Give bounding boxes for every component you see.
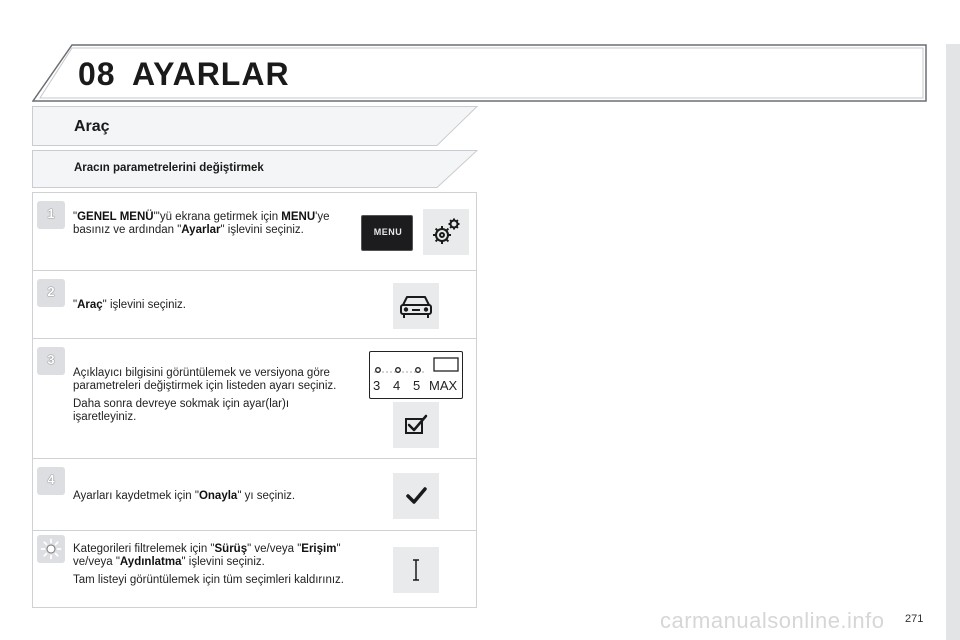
tip-step bbox=[33, 531, 476, 607]
step-1 bbox=[33, 193, 476, 271]
step-badge: 2 bbox=[37, 279, 65, 307]
watermark: carmanualsonline.info bbox=[660, 608, 885, 633]
step-badge: 1 bbox=[37, 201, 65, 229]
step-4 bbox=[33, 459, 476, 531]
step-2 bbox=[33, 271, 476, 339]
section-header bbox=[32, 106, 478, 146]
steps-list bbox=[32, 192, 477, 608]
filter-icon bbox=[393, 547, 439, 593]
step-3 bbox=[33, 339, 476, 459]
sun-tip-icon bbox=[37, 535, 65, 563]
car-icon bbox=[393, 283, 439, 329]
subsection-header bbox=[32, 150, 478, 188]
dial-label: MAX bbox=[429, 378, 458, 393]
dial-label: 5 bbox=[413, 378, 421, 393]
menu-button[interactable]: MENU bbox=[361, 215, 413, 251]
step-text: "Araç" işlevini seçiniz. bbox=[73, 299, 187, 311]
dial-label: 3 bbox=[373, 378, 381, 393]
tip-text: Kategorileri filtrelemek için "Sürüş" ve/veya "Erişim" ve/veya "Aydınlatma" işlevini seçiniz. Tam listeyi görüntülemek için tüm seçimleri kaldırınız. bbox=[73, 543, 344, 586]
checkmark-icon bbox=[393, 473, 439, 519]
section-title: Araç bbox=[74, 118, 110, 135]
page-number: 271 bbox=[905, 613, 924, 625]
dial-label: 4 bbox=[393, 378, 401, 393]
step-badge: 4 bbox=[37, 467, 65, 495]
step-badge: 3 bbox=[37, 347, 65, 375]
chapter-title: AYARLAR bbox=[132, 56, 290, 92]
page-edge-strip bbox=[946, 44, 960, 640]
chapter-header bbox=[32, 44, 927, 102]
step-text: "GENEL MENÜ"'yü ekrana getirmek için MENU'ye basınız ve ardından "Ayarlar" işlevini seçiniz. bbox=[73, 211, 330, 236]
dial-scale-display bbox=[369, 351, 463, 399]
settings-gears-icon bbox=[423, 209, 469, 255]
step-text: Ayarları kaydetmek için "Onayla" yı seçiniz. bbox=[73, 490, 296, 502]
checkbox-check-icon bbox=[393, 402, 439, 448]
step-text: Açıklayıcı bilgisini görüntülemek ve versiyona göre parametreleri değiştirmek için listeden ayarı seçiniz. Daha sonra devreye sokmak için ayar(lar)ı işaretleyiniz. bbox=[73, 367, 337, 423]
chapter-number: 08 bbox=[78, 56, 116, 92]
subsection-title: Aracın parametrelerini değiştirmek bbox=[74, 162, 264, 174]
